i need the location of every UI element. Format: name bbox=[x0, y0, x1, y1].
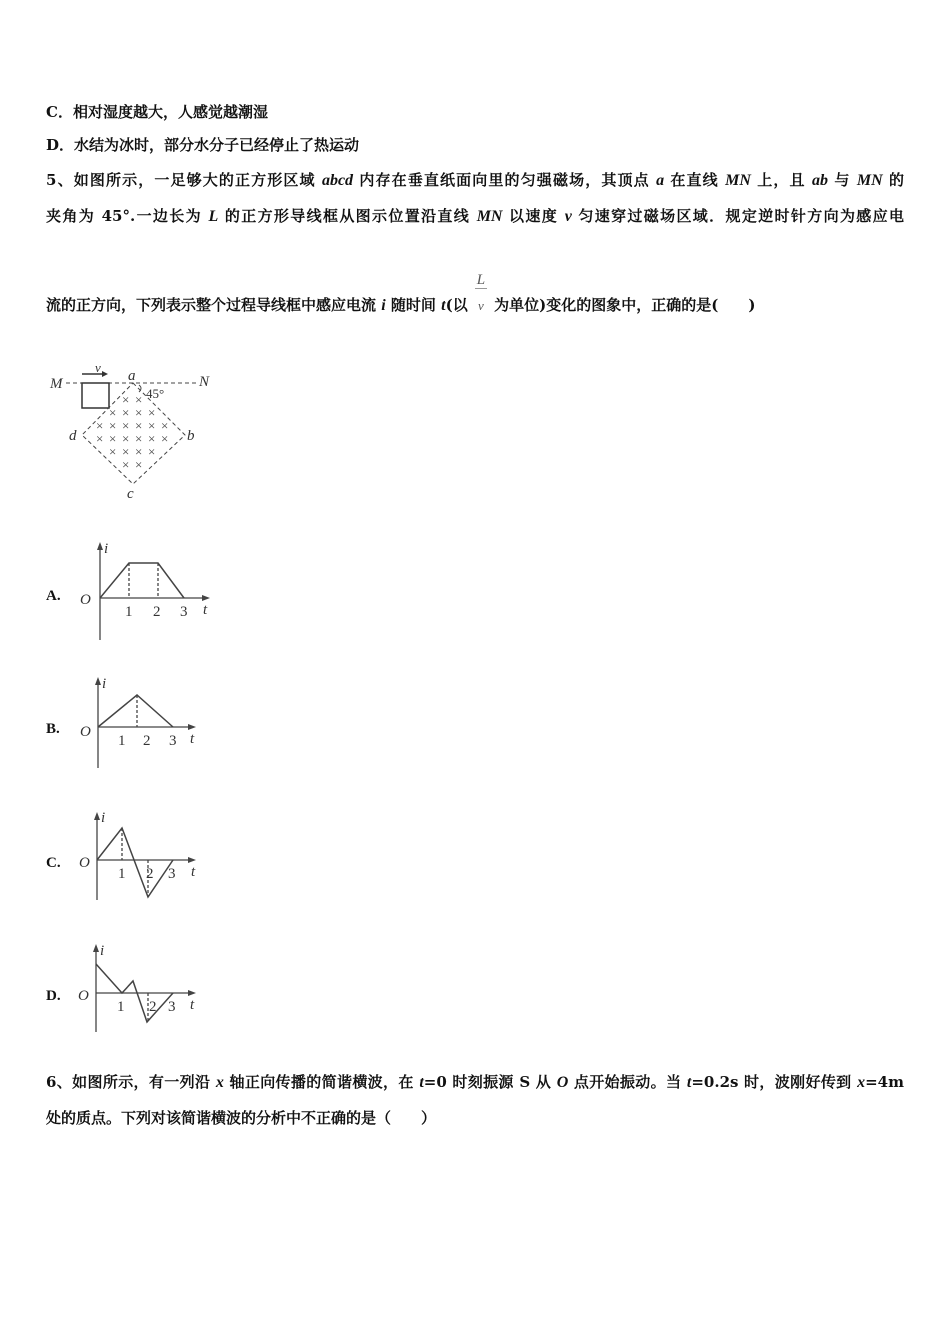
graph-b-tick-2: 2 bbox=[143, 733, 151, 749]
math-variable: abcd bbox=[321, 172, 354, 189]
field-cross-icon: × bbox=[122, 392, 130, 407]
field-cross-icon: × bbox=[122, 418, 130, 433]
graph-a-origin: O bbox=[80, 592, 91, 608]
text-segment: 流的正方向，下列表示整个过程导线框中感应电流 bbox=[46, 296, 382, 314]
text-segment: =0 时刻振源 S 从 bbox=[423, 1073, 557, 1091]
label-angle: 45° bbox=[146, 386, 165, 401]
graph-b-origin: O bbox=[80, 724, 91, 740]
text-segment: 与 bbox=[828, 171, 857, 189]
text-segment: 以速度 bbox=[502, 207, 565, 225]
math-variable: ab bbox=[812, 172, 829, 189]
text-segment: 在直线 bbox=[664, 171, 726, 189]
math-variable: i bbox=[381, 297, 386, 314]
math-variable: x bbox=[215, 1074, 224, 1091]
graph-d-tick-1: 1 bbox=[117, 999, 125, 1015]
text-segment: 6、如图所示，有一列沿 bbox=[46, 1073, 216, 1091]
fraction-denominator: v bbox=[478, 298, 484, 313]
text-segment: (以 bbox=[445, 296, 473, 314]
graph-c-t-arrow bbox=[188, 857, 196, 863]
math-variable: t bbox=[419, 1074, 424, 1091]
text-segment: C．相对湿度越大，人感觉越潮湿 bbox=[46, 103, 268, 121]
text-segment: 点开始振动。当 bbox=[568, 1073, 687, 1091]
text-segment: 上，且 bbox=[750, 171, 813, 189]
velocity-arrowhead bbox=[102, 371, 108, 377]
text-segment: 轴正向传播的简谐横波，在 bbox=[223, 1073, 420, 1091]
graph-d-origin: O bbox=[78, 988, 89, 1004]
label-b: b bbox=[187, 428, 195, 444]
graph-c-tick-3: 3 bbox=[168, 866, 176, 882]
graph-d bbox=[96, 947, 193, 1032]
choice-b-label: B. bbox=[46, 721, 60, 737]
graph-d-i-label: i bbox=[100, 943, 105, 959]
field-crosses bbox=[96, 392, 168, 472]
text-segment: 夹角为 45°.一边长为 bbox=[46, 207, 209, 225]
graph-b-tick-1: 1 bbox=[118, 733, 126, 749]
field-cross-icon: × bbox=[135, 457, 143, 472]
field-cross-icon: × bbox=[161, 431, 169, 446]
label-n: N bbox=[199, 374, 210, 390]
wire-frame-square bbox=[82, 383, 109, 408]
graph-a bbox=[100, 545, 207, 640]
choice-c-label: C. bbox=[46, 855, 61, 871]
text-segment: D．水结为冰时，部分水分子已经停止了热运动 bbox=[46, 136, 360, 154]
graph-b-t-label: t bbox=[190, 731, 195, 747]
text-segment: 内存在垂直纸面向里的匀强磁场，其顶点 bbox=[353, 171, 657, 189]
graph-b-t-arrow bbox=[188, 724, 196, 730]
text-segment: 的 bbox=[882, 171, 904, 189]
graph-c-tick-2: 2 bbox=[146, 866, 154, 882]
graph-a-i-arrow bbox=[97, 542, 103, 550]
graph-d-tick-3: 3 bbox=[168, 999, 176, 1015]
graph-c-i-arrow bbox=[94, 812, 100, 820]
label-a: a bbox=[128, 368, 136, 384]
graph-a-t-arrow bbox=[202, 595, 210, 601]
choice-d-label: D. bbox=[46, 988, 61, 1004]
graph-c-i-label: i bbox=[101, 810, 106, 826]
graph-c bbox=[97, 815, 193, 900]
graph-b-i-arrow bbox=[95, 677, 101, 685]
field-cross-icon: × bbox=[135, 444, 143, 459]
graph-d-t-arrow bbox=[188, 990, 196, 996]
graph-c-t-label: t bbox=[191, 864, 196, 880]
field-cross-icon: × bbox=[122, 431, 130, 446]
graph-a-tick-3: 3 bbox=[180, 604, 188, 620]
field-cross-icon: × bbox=[109, 431, 117, 446]
field-cross-icon: × bbox=[109, 444, 117, 459]
label-v: v bbox=[95, 360, 101, 375]
text-segment: =0.2s 时，波刚好传到 bbox=[691, 1073, 858, 1091]
choice-a-label: A. bbox=[46, 588, 61, 604]
field-cross-icon: × bbox=[148, 444, 156, 459]
math-variable: v bbox=[564, 208, 572, 225]
angle-arc bbox=[139, 385, 141, 392]
math-variable: a bbox=[656, 172, 665, 189]
field-cross-icon: × bbox=[135, 418, 143, 433]
field-cross-icon: × bbox=[148, 405, 156, 420]
fraction-numerator: L bbox=[476, 272, 486, 288]
math-variable: x bbox=[857, 1074, 866, 1091]
label-c: c bbox=[127, 486, 134, 502]
graph-c-tick-1: 1 bbox=[118, 866, 126, 882]
graph-d-t-label: t bbox=[190, 997, 195, 1013]
text-segment: 处的质点。下列对该简谐横波的分析中不正确的是（ ） bbox=[46, 1109, 437, 1127]
field-cross-icon: × bbox=[96, 431, 104, 446]
math-variable: MN bbox=[476, 208, 503, 225]
graph-b bbox=[98, 680, 193, 768]
q6-line-2 bbox=[46, 1108, 436, 1128]
q6-line-1 bbox=[46, 1072, 904, 1093]
text-segment: 5、如图所示，一足够大的正方形区域 bbox=[46, 171, 322, 189]
field-cross-icon: × bbox=[161, 418, 169, 433]
field-cross-icon: × bbox=[122, 457, 130, 472]
math-variable: O bbox=[556, 1074, 569, 1091]
graph-a-t-label: t bbox=[203, 602, 208, 618]
label-m: M bbox=[50, 376, 63, 392]
text-segment: 随时间 bbox=[385, 296, 442, 314]
graph-c-origin: O bbox=[79, 855, 90, 871]
field-cross-icon: × bbox=[148, 431, 156, 446]
field-cross-icon: × bbox=[148, 418, 156, 433]
graph-b-i-label: i bbox=[102, 676, 107, 692]
math-variable: t bbox=[686, 1074, 692, 1091]
field-cross-icon: × bbox=[109, 405, 117, 420]
math-variable: L bbox=[208, 208, 219, 225]
math-variable: MN bbox=[725, 172, 751, 189]
label-d: d bbox=[69, 428, 77, 444]
math-variable: MN bbox=[856, 172, 883, 189]
text-segment: 的正方形导线框从图示位置沿直线 bbox=[218, 207, 477, 225]
graph-b-tick-3: 3 bbox=[169, 733, 177, 749]
graph-a-tick-2: 2 bbox=[153, 604, 161, 620]
graph-d-tick-2: 2 bbox=[149, 999, 157, 1015]
field-cross-icon: × bbox=[109, 418, 117, 433]
text-segment: 匀速穿过磁场区域．规定逆时针方向为感应电 bbox=[571, 207, 904, 225]
field-cross-icon: × bbox=[135, 431, 143, 446]
field-cross-icon: × bbox=[122, 405, 130, 420]
graph-d-i-arrow bbox=[93, 944, 99, 952]
text-segment: 为单位)变化的图象中，正确的是( ) bbox=[488, 296, 756, 314]
field-cross-icon: × bbox=[122, 444, 130, 459]
graph-a-i-label: i bbox=[104, 541, 109, 557]
field-cross-icon: × bbox=[135, 405, 143, 420]
field-cross-icon: × bbox=[135, 392, 143, 407]
math-variable: t bbox=[441, 297, 446, 314]
graph-a-tick-1: 1 bbox=[125, 604, 133, 620]
text-segment: =4m bbox=[865, 1073, 904, 1091]
field-cross-icon: × bbox=[96, 418, 104, 433]
